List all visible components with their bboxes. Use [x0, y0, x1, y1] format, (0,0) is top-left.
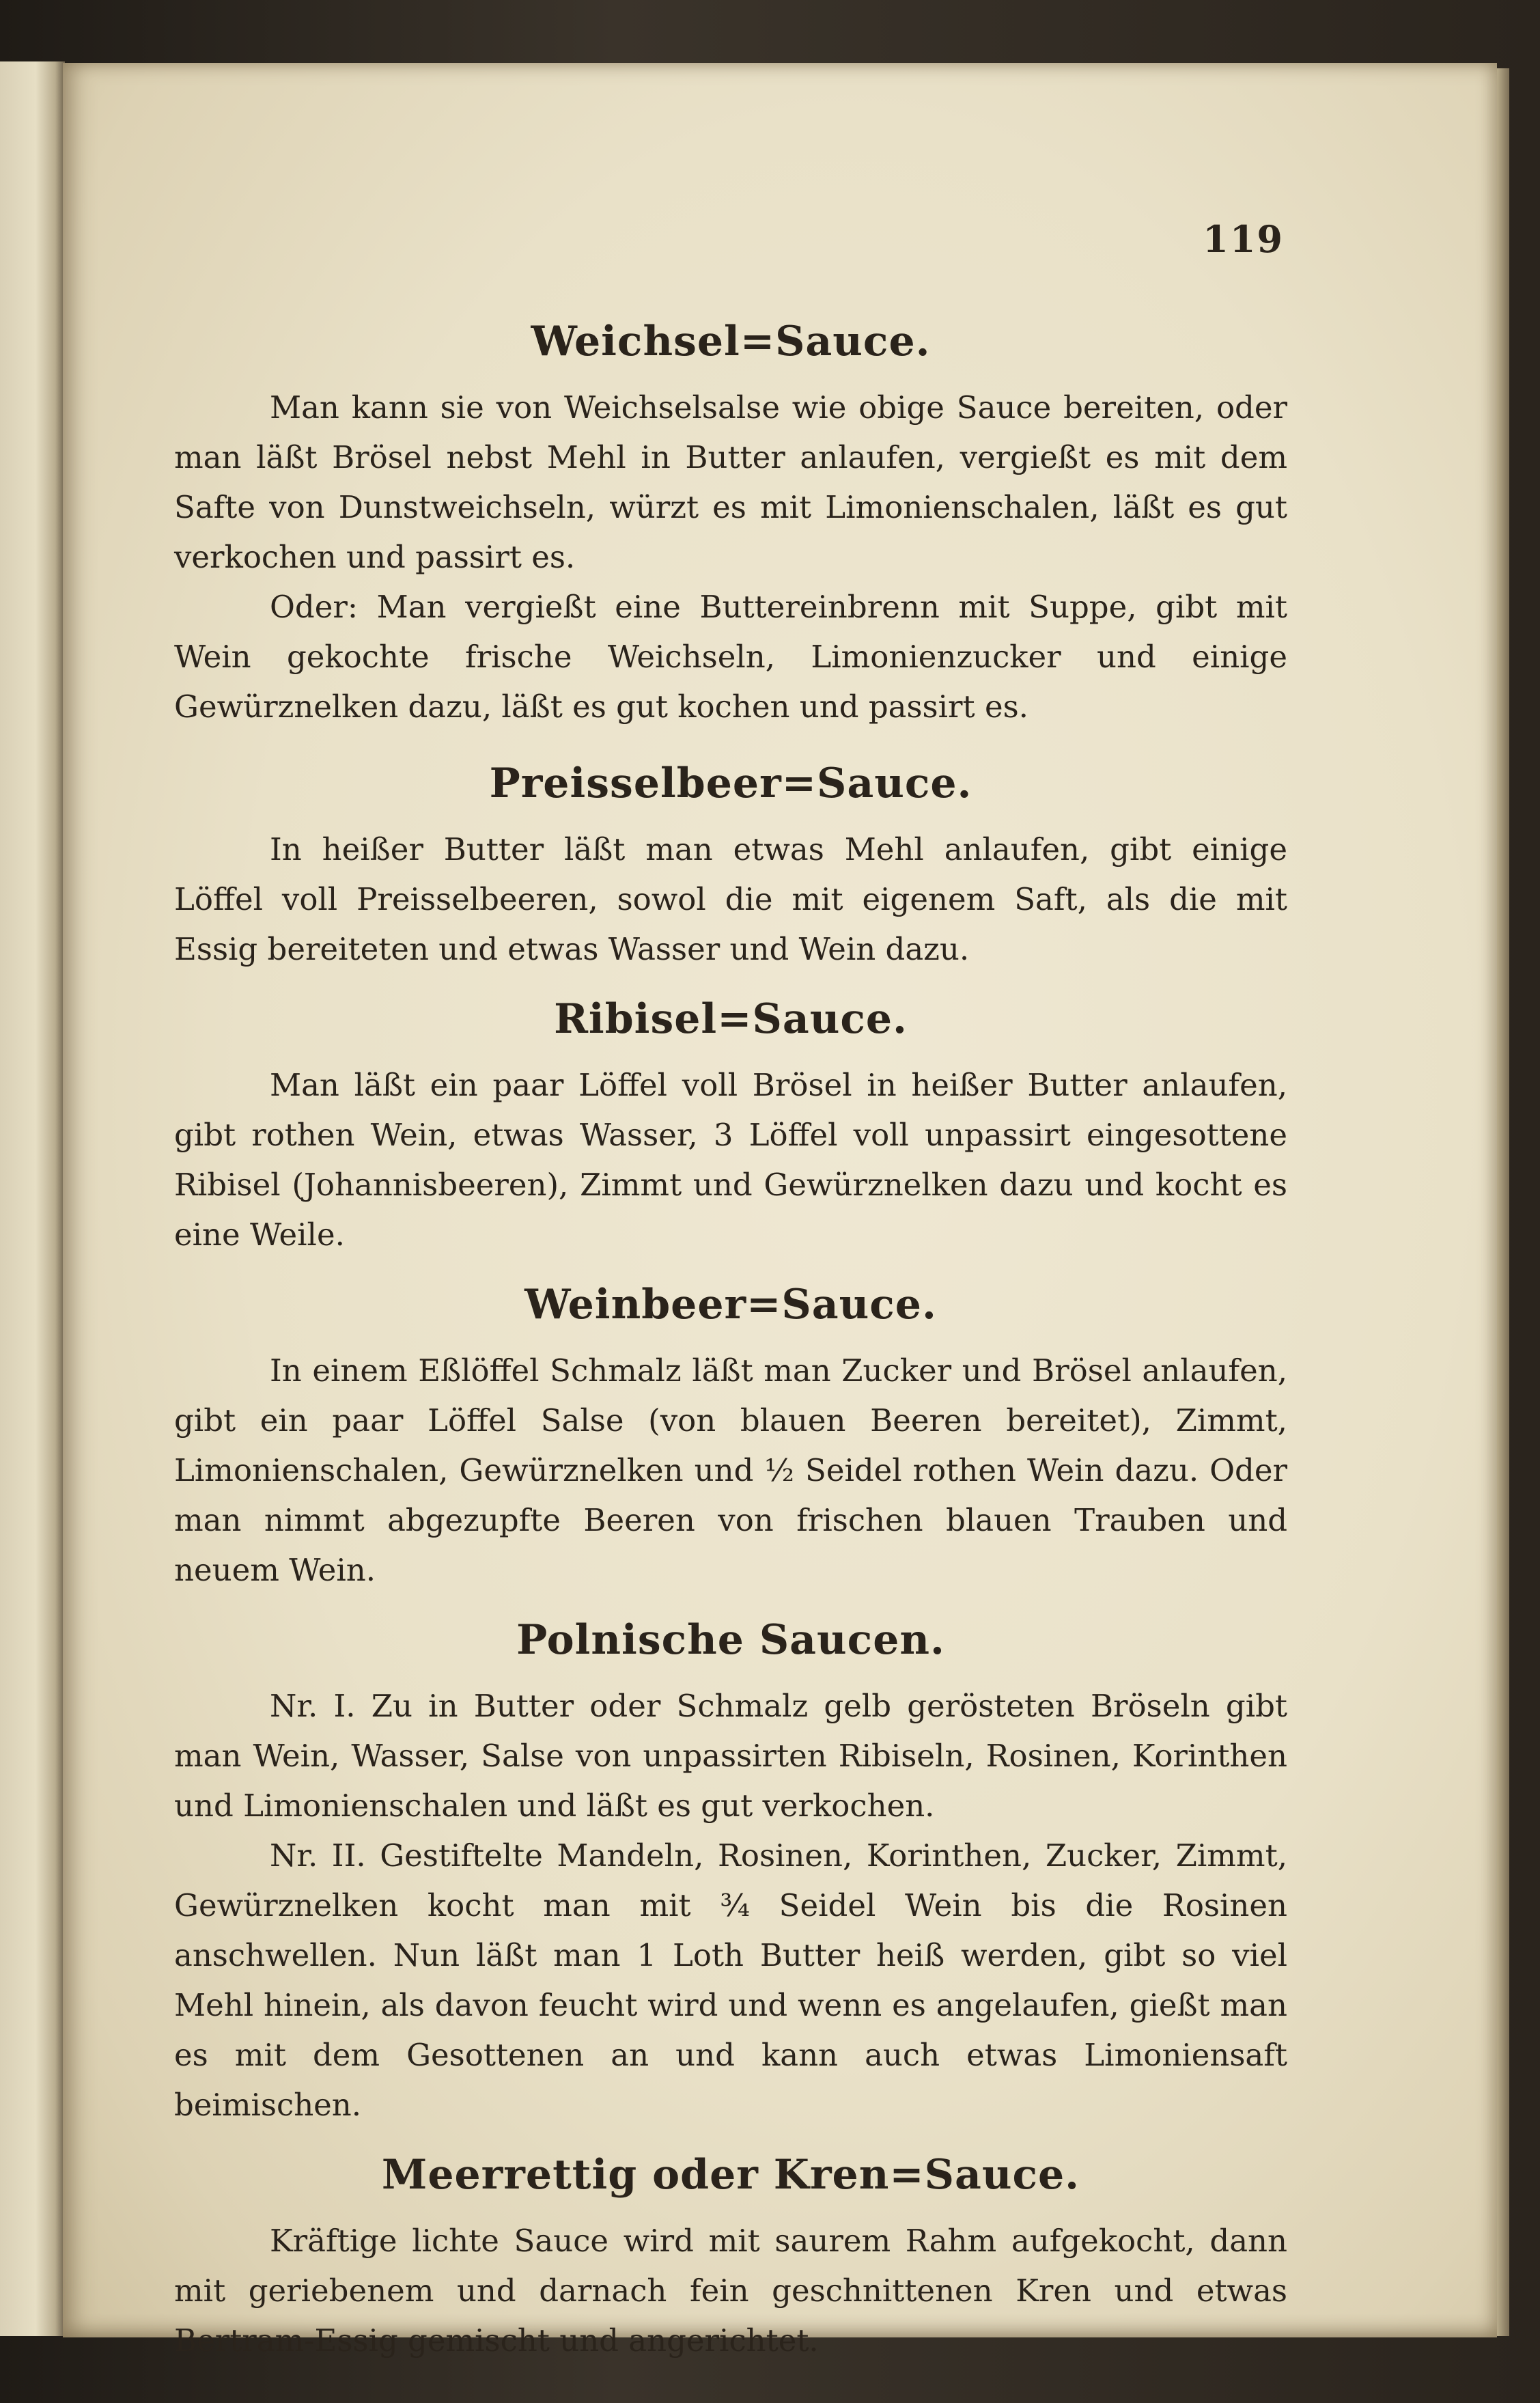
- section-heading: Meerrettig oder Kren=Sauce.: [381, 2151, 1080, 2199]
- paragraph: Man kann sie von Weichselsalse wie obige Sauce bereiten, oder man läßt Brösel nebst Mehl in Butter anlaufen, vergießt es mit dem Safte von Dunstweichseln, würzt es mit Limonienschalen, läßt es gut verkochen und passirt es.: [174, 389, 1287, 575]
- paragraph: In heißer Butter läßt man etwas Mehl anlaufen, gibt einige Löffel voll Preisselbeeren, sowol die mit eigenem Saft, als die mit Essig bereiteten und etwas Wasser und Wein dazu.: [174, 831, 1287, 967]
- paragraph: Oder: Man vergießt eine Buttereinbrenn mit Suppe, gibt mit Wein gekochte frische Weichseln, Limonienzucker und einige Gewürznelken dazu, läßt es gut kochen und passirt es.: [174, 589, 1287, 725]
- page-content: [174, 318, 1287, 2365]
- section-ribisel-sauce: [174, 995, 1287, 1260]
- section-preisselbeer-sauce: [174, 760, 1287, 974]
- page-number: 119: [1203, 217, 1284, 261]
- paragraph: In einem Eßlöffel Schmalz läßt man Zucker und Brösel anlaufen, gibt ein paar Löffel Salse (von blauen Beeren bereitet), Zimmt, Limonienschalen, Gewürznelken und ½ Seidel rothen Wein dazu. Oder man nimmt abgezupfte Beeren von frischen blauen Trauben und neuem Wein.: [174, 1352, 1287, 1588]
- paragraph: Nr. I. Zu in Butter oder Schmalz gelb gerösteten Bröseln gibt man Wein, Wasser, Salse von unpassirten Ribiseln, Rosinen, Korinthen und Limonienschalen und läßt es gut verkochen.: [174, 1688, 1287, 1824]
- section-weichsel-sauce: [174, 318, 1287, 732]
- facing-page-edge: [0, 61, 65, 2336]
- paragraph: Kräftige lichte Sauce wird mit saurem Rahm aufgekocht, dann mit geriebenem und darnach fein geschnittenen Kren und etwas Bertram-Essig gemischt und angerichtet.: [174, 2223, 1287, 2359]
- paragraph: Man läßt ein paar Löffel voll Brösel in heißer Butter anlaufen, gibt rothen Wein, etwas Wasser, 3 Löffel voll unpassirt eingesottene Ribisel (Johannisbeeren), Zimmt und Gewürznelken dazu und kocht es eine Weile.: [174, 1067, 1287, 1253]
- page-edge-shadow: [1497, 68, 1509, 2336]
- section-kren-sauce: [174, 2151, 1287, 2365]
- section-heading: Weichsel=Sauce.: [531, 318, 931, 365]
- section-polnische-saucen: [174, 1616, 1287, 2130]
- section-heading: Preisselbeer=Sauce.: [489, 760, 972, 807]
- paragraph: Nr. II. Gestiftelte Mandeln, Rosinen, Korinthen, Zucker, Zimmt, Gewürznelken kocht man mit ¾ Seidel Wein bis die Rosinen anschwellen. Nun läßt man 1 Loth Butter heiß werden, gibt so viel Mehl hinein, als davon feucht wird und wenn es angelaufen, gießt man es mit dem Gesottenen an und kann auch etwas Limoniensaft beimischen.: [174, 1837, 1287, 2123]
- section-weinbeer-sauce: [174, 1281, 1287, 1595]
- section-heading: Polnische Saucen.: [516, 1616, 945, 1664]
- section-heading: Ribisel=Sauce.: [554, 995, 908, 1043]
- section-heading: Weinbeer=Sauce.: [524, 1281, 937, 1329]
